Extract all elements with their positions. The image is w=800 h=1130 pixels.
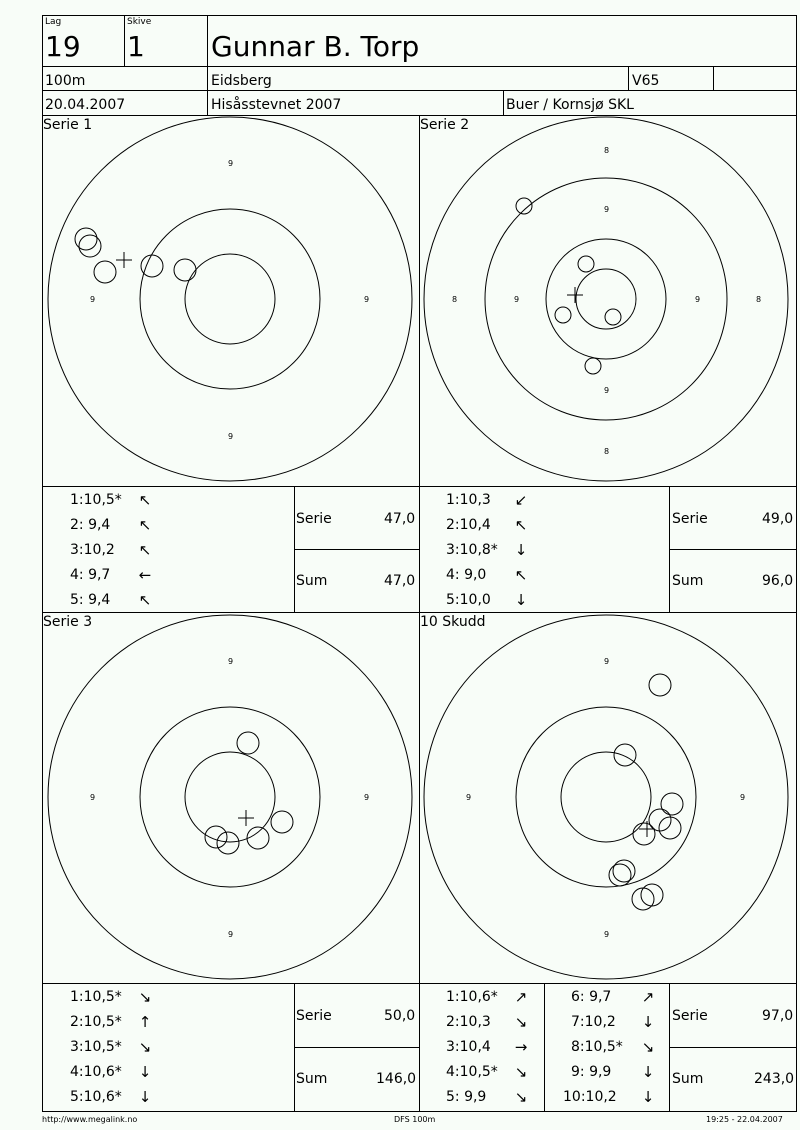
shot-row: 3:10,8* [446, 542, 498, 558]
ring-label: 9 [228, 930, 234, 939]
class: V65 [632, 73, 660, 89]
shot-row: 4:10,5* [446, 1064, 498, 1080]
shot-row: 1:10,5* [70, 492, 122, 508]
serie-value: 47,0 [384, 511, 416, 527]
serie-label: Serie [672, 1008, 708, 1024]
direction-arrow-icon: ↖ [514, 516, 528, 534]
panel-title-10-skudd: 10 Skudd [420, 614, 486, 630]
lag-label: Lag [45, 17, 62, 27]
shot-row: 3:10,2 [70, 542, 115, 558]
skive-label: Skive [127, 17, 152, 27]
direction-arrow-icon: ↑ [138, 1013, 152, 1031]
ring-label: 9 [740, 793, 746, 802]
direction-arrow-icon: ↘ [514, 1013, 528, 1031]
event: Hisåsstevnet 2007 [211, 97, 342, 113]
target-ring-outer [424, 615, 788, 979]
ring-label: 8 [604, 447, 610, 456]
shot-row: 4: 9,0 [446, 567, 487, 583]
date: 20.04.2007 [45, 97, 126, 113]
direction-arrow-icon: ↗ [514, 988, 528, 1006]
sum-value: 96,0 [762, 573, 794, 589]
shooter-name: Gunnar B. Torp [211, 30, 420, 63]
panel-title-serie1: Serie 1 [43, 117, 93, 133]
ring-label: 9 [228, 657, 234, 666]
shot-row: 1:10,3 [446, 492, 491, 508]
direction-arrow-icon: ↖ [514, 566, 528, 584]
shot-row: 4: 9,7 [70, 567, 111, 583]
sum-label: Sum [296, 1071, 328, 1087]
ring-label: 9 [604, 386, 610, 395]
sum-label: Sum [296, 573, 328, 589]
serie-label: Serie [296, 511, 332, 527]
direction-arrow-icon: ↓ [641, 1063, 655, 1081]
sum-value: 146,0 [376, 1071, 417, 1087]
shot-row: 5:10,6* [70, 1089, 122, 1105]
footer-url[interactable]: http://www.megalink.no [42, 1115, 138, 1124]
direction-arrow-icon: ↙ [514, 491, 528, 509]
shot-hole [649, 809, 671, 831]
shot-row: 8:10,5* [571, 1039, 623, 1055]
direction-arrow-icon: ↓ [641, 1013, 655, 1031]
serie-value: 50,0 [384, 1008, 416, 1024]
ring-label: 9 [514, 295, 520, 304]
shot-row: 1:10,5* [70, 989, 122, 1005]
shot-row: 5: 9,4 [70, 592, 111, 608]
shot-row: 1:10,6* [446, 989, 498, 1005]
location: Buer / Kornsjø SKL [506, 97, 634, 113]
direction-arrow-icon: ↓ [514, 591, 528, 609]
direction-arrow-icon: ↘ [138, 1038, 152, 1056]
sum-value: 243,0 [754, 1071, 795, 1087]
direction-arrow-icon: ↘ [514, 1063, 528, 1081]
serie-value: 49,0 [762, 511, 794, 527]
serie-label: Serie [672, 511, 708, 527]
skive-number: 1 [127, 30, 145, 63]
direction-arrow-icon: ↘ [514, 1088, 528, 1106]
direction-arrow-icon: ↓ [138, 1063, 152, 1081]
direction-arrow-icon: ↖ [138, 491, 152, 509]
direction-arrow-icon: ↘ [138, 988, 152, 1006]
target-ring-10 [561, 752, 651, 842]
ring-label: 9 [90, 793, 96, 802]
shot-hole [641, 884, 663, 906]
direction-arrow-icon: ↗ [641, 988, 655, 1006]
target-ring-9 [516, 707, 696, 887]
shot-row: 5:10,0 [446, 592, 491, 608]
ring-label: 9 [228, 432, 234, 441]
direction-arrow-icon: ↘ [641, 1038, 655, 1056]
shot-hole [609, 864, 631, 886]
shot-row: 6: 9,7 [571, 989, 612, 1005]
shot-hole [613, 860, 635, 882]
shot-row: 2:10,5* [70, 1014, 122, 1030]
direction-arrow-icon: ← [138, 566, 152, 584]
direction-arrow-icon: ↖ [138, 591, 152, 609]
footer-software: DFS 100m [394, 1115, 436, 1124]
shot-row: 2: 9,4 [70, 517, 111, 533]
ring-label: 9 [466, 793, 472, 802]
direction-arrow-icon: ↖ [138, 516, 152, 534]
shot-hole [632, 888, 654, 910]
ring-label: 8 [604, 146, 610, 155]
sum-label: Sum [672, 1071, 704, 1087]
panel-title-serie3: Serie 3 [43, 614, 93, 630]
shot-hole [633, 823, 655, 845]
ring-label: 9 [364, 295, 370, 304]
shot-row: 9: 9,9 [571, 1064, 612, 1080]
sum-label: Sum [672, 573, 704, 589]
ring-label: 9 [604, 930, 610, 939]
serie-value: 97,0 [762, 1008, 794, 1024]
sum-value: 47,0 [384, 573, 416, 589]
shot-hole [661, 793, 683, 815]
direction-arrow-icon: ↓ [514, 541, 528, 559]
lag-number: 19 [45, 30, 81, 63]
ring-label: 8 [452, 295, 458, 304]
ring-label: 9 [228, 159, 234, 168]
shot-row: 10:10,2 [563, 1089, 617, 1105]
ring-label: 9 [364, 793, 370, 802]
shot-row: 3:10,4 [446, 1039, 491, 1055]
direction-arrow-icon: → [514, 1038, 528, 1056]
distance: 100m [45, 73, 86, 89]
footer-timestamp: 19:25 - 22.04.2007 [706, 1115, 783, 1124]
direction-arrow-icon: ↓ [138, 1088, 152, 1106]
shot-hole [649, 674, 671, 696]
shot-row: 4:10,6* [70, 1064, 122, 1080]
shot-row: 2:10,3 [446, 1014, 491, 1030]
serie-label: Serie [296, 1008, 332, 1024]
ring-label: 9 [90, 295, 96, 304]
ring-label: 9 [604, 205, 610, 214]
direction-arrow-icon: ↓ [641, 1088, 655, 1106]
ring-label: 9 [604, 657, 610, 666]
shot-hole [659, 817, 681, 839]
shot-row: 7:10,2 [571, 1014, 616, 1030]
panel-title-serie2: Serie 2 [420, 117, 470, 133]
ring-label: 9 [695, 295, 701, 304]
shot-hole [614, 744, 636, 766]
shot-row: 2:10,4 [446, 517, 491, 533]
ring-label: 8 [756, 295, 762, 304]
club: Eidsberg [211, 73, 272, 89]
direction-arrow-icon: ↖ [138, 541, 152, 559]
shot-row: 5: 9,9 [446, 1089, 487, 1105]
shot-row: 3:10,5* [70, 1039, 122, 1055]
